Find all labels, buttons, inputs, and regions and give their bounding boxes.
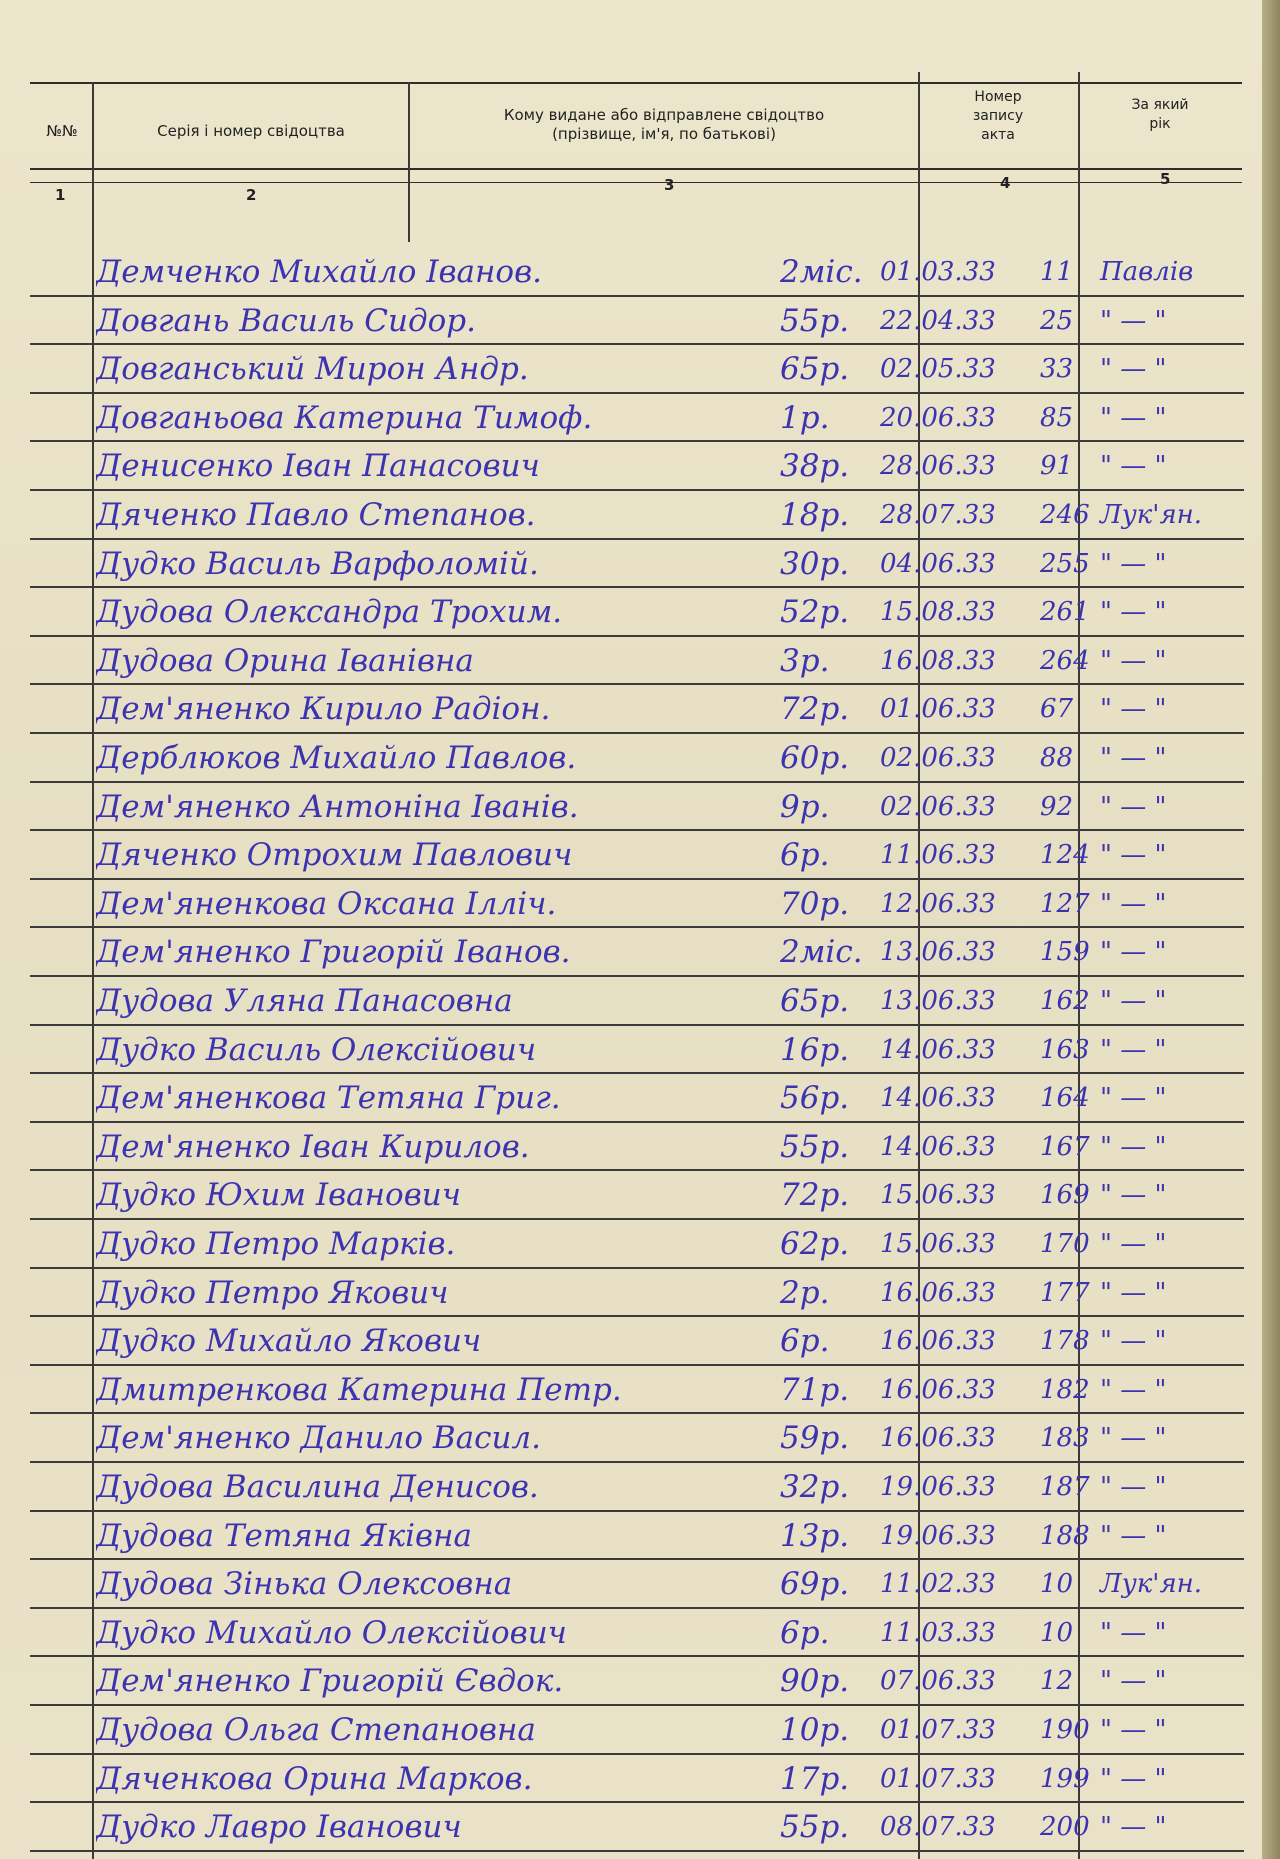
entry-year-place: " — " — [1100, 1618, 1167, 1648]
entry-date: 19.06.33 — [880, 1472, 996, 1502]
entry-year-place: " — " — [1100, 792, 1167, 822]
entry-act-number: 246 — [1040, 500, 1090, 530]
header-recipient — [412, 106, 916, 144]
entry-act-number: 162 — [1040, 986, 1090, 1016]
entry-year-place: " — " — [1100, 1326, 1167, 1356]
column-number-4: 4 — [1000, 174, 1011, 192]
row-rule — [30, 1169, 1244, 1171]
entry-year-place: Лук'ян. — [1100, 1569, 1203, 1599]
entry-age: 52р. — [780, 594, 850, 630]
row-rule — [30, 732, 1244, 734]
entry-date: 01.06.33 — [880, 694, 996, 724]
entry-date: 15.06.33 — [880, 1229, 996, 1259]
entry-name: Дяченко Отрохим Павлович — [96, 837, 573, 873]
header-year-line1: За який — [1131, 97, 1189, 113]
entry-year-place: Лук'ян. — [1100, 500, 1203, 530]
entry-date: 14.06.33 — [880, 1035, 996, 1065]
entry-name: Довганьова Катерина Тимоф. — [96, 400, 593, 436]
entry-date: 07.06.33 — [880, 1666, 996, 1696]
entry-name: Дудко Петро Марків. — [96, 1226, 456, 1262]
entry-date: 13.06.33 — [880, 986, 996, 1016]
entry-act-number: 10 — [1040, 1569, 1074, 1599]
row-rule — [30, 1753, 1244, 1755]
entry-age: 3р. — [780, 643, 830, 679]
entry-date: 16.06.33 — [880, 1375, 996, 1405]
entry-year-place: " — " — [1100, 840, 1167, 870]
entry-act-number: 199 — [1040, 1764, 1090, 1794]
entry-name: Дудко Василь Варфоломій. — [96, 546, 539, 582]
entry-name: Денисенко Іван Панасович — [96, 448, 540, 484]
entry-date: 01.03.33 — [880, 257, 996, 287]
header-bottom-rule — [30, 168, 1242, 170]
entry-age: 6р. — [780, 1323, 830, 1359]
entry-name: Дудова Тетяна Яківна — [96, 1518, 472, 1554]
row-rule — [30, 1267, 1244, 1269]
entry-age: 62р. — [780, 1226, 850, 1262]
entry-age: 70р. — [780, 886, 850, 922]
row-rule — [30, 586, 1244, 588]
row-rule — [30, 829, 1244, 831]
entry-act-number: 124 — [1040, 840, 1090, 870]
entry-act-number: 163 — [1040, 1035, 1090, 1065]
entry-name: Дудко Юхим Іванович — [96, 1177, 462, 1213]
entry-year-place: " — " — [1100, 597, 1167, 627]
entry-date: 22.04.33 — [880, 306, 996, 336]
entry-name: Дудко Лавро Іванович — [96, 1809, 462, 1845]
entry-date: 11.06.33 — [880, 840, 996, 870]
entry-year-place: " — " — [1100, 403, 1167, 433]
row-rule — [30, 1704, 1244, 1706]
row-rule — [30, 1364, 1244, 1366]
entry-date: 14.06.33 — [880, 1083, 996, 1113]
entry-year-place: " — " — [1100, 354, 1167, 384]
entry-year-place: " — " — [1100, 451, 1167, 481]
entry-name: Дудко Михайло Якович — [96, 1323, 482, 1359]
entry-age: 60р. — [780, 740, 850, 776]
entry-name: Довганський Мирон Андр. — [96, 351, 529, 387]
entry-act-number: 177 — [1040, 1278, 1090, 1308]
entry-name: Дудова Олександра Трохим. — [96, 594, 563, 630]
entry-date: 12.06.33 — [880, 889, 996, 919]
header-year — [1080, 96, 1240, 134]
entry-age: 55р. — [780, 1809, 850, 1845]
row-rule — [30, 1412, 1244, 1414]
entry-age: 1р. — [780, 400, 830, 436]
header-act-number — [920, 88, 1076, 145]
entry-year-place: " — " — [1100, 1229, 1167, 1259]
row-rule — [30, 1218, 1244, 1220]
row-rule — [30, 1510, 1244, 1512]
entry-date: 08.07.33 — [880, 1812, 996, 1842]
entry-date: 11.03.33 — [880, 1618, 996, 1648]
header-certificate-series: Серія і номер свідоцтва — [157, 122, 345, 140]
entry-year-place: " — " — [1100, 1666, 1167, 1696]
row-rule — [30, 781, 1244, 783]
entry-act-number: 183 — [1040, 1423, 1090, 1453]
entry-date: 16.08.33 — [880, 646, 996, 676]
entry-age: 13р. — [780, 1518, 850, 1554]
entry-act-number: 255 — [1040, 549, 1090, 579]
entry-name: Дудова Ольга Степановна — [96, 1712, 536, 1748]
entry-year-place: " — " — [1100, 937, 1167, 967]
row-rule — [30, 1655, 1244, 1657]
row-rule — [30, 538, 1244, 540]
entry-act-number: 261 — [1040, 597, 1090, 627]
entry-act-number: 25 — [1040, 306, 1074, 336]
entry-year-place: " — " — [1100, 1375, 1167, 1405]
entry-date: 16.06.33 — [880, 1423, 996, 1453]
entry-date: 15.08.33 — [880, 597, 996, 627]
entry-age: 17р. — [780, 1761, 850, 1797]
entry-date: 16.06.33 — [880, 1326, 996, 1356]
row-rule — [30, 392, 1244, 394]
entry-date: 01.07.33 — [880, 1715, 996, 1745]
column-divider-1 — [92, 82, 94, 1859]
entry-age: 55р. — [780, 1129, 850, 1165]
entry-year-place: " — " — [1100, 1764, 1167, 1794]
column-number-rule — [30, 182, 1242, 183]
entry-act-number: 67 — [1040, 694, 1074, 724]
header-act-line3: акта — [981, 127, 1015, 143]
row-rule — [30, 1801, 1244, 1803]
entry-year-place: " — " — [1100, 1521, 1167, 1551]
entry-name: Дудова Зінька Олексовна — [96, 1566, 513, 1602]
entry-name: Дем'яненко Іван Кирилов. — [96, 1129, 530, 1165]
entry-name: Дудко Петро Якович — [96, 1275, 449, 1311]
entry-name: Демченко Михайло Іванов. — [96, 254, 542, 290]
entry-name: Дмитренкова Катерина Петр. — [96, 1372, 622, 1408]
entry-age: 65р. — [780, 351, 850, 387]
entry-year-place: " — " — [1100, 986, 1167, 1016]
entry-age: 71р. — [780, 1372, 850, 1408]
entry-act-number: 170 — [1040, 1229, 1090, 1259]
entry-act-number: 167 — [1040, 1132, 1090, 1162]
entry-act-number: 200 — [1040, 1812, 1090, 1842]
entry-year-place: " — " — [1100, 1180, 1167, 1210]
entry-name: Дудко Василь Олексійович — [96, 1032, 537, 1068]
entry-year-place: " — " — [1100, 646, 1167, 676]
entry-age: 10р. — [780, 1712, 850, 1748]
entry-date: 14.06.33 — [880, 1132, 996, 1162]
entry-date: 19.06.33 — [880, 1521, 996, 1551]
entry-act-number: 11 — [1040, 257, 1074, 287]
entry-date: 02.06.33 — [880, 792, 996, 822]
entry-act-number: 33 — [1040, 354, 1074, 384]
header-recipient-line2: (прізвище, ім'я, по батькові) — [552, 125, 776, 143]
row-rule — [30, 1024, 1244, 1026]
entry-age: 90р. — [780, 1663, 850, 1699]
entry-act-number: 88 — [1040, 743, 1074, 773]
column-number-5: 5 — [1160, 170, 1171, 188]
header-act-line1: Номер — [974, 89, 1022, 105]
entry-age: 9р. — [780, 789, 830, 825]
entry-act-number: 182 — [1040, 1375, 1090, 1405]
entry-name: Дудова Уляна Панасовна — [96, 983, 513, 1019]
entry-age: 6р. — [780, 837, 830, 873]
entry-year-place: Павлів — [1100, 257, 1194, 287]
entry-date: 02.05.33 — [880, 354, 996, 384]
row-rule — [30, 1558, 1244, 1560]
entry-date: 04.06.33 — [880, 549, 996, 579]
entry-act-number: 264 — [1040, 646, 1090, 676]
row-rule — [30, 1072, 1244, 1074]
row-rule — [30, 440, 1244, 442]
entry-act-number: 91 — [1040, 451, 1074, 481]
entry-act-number: 159 — [1040, 937, 1090, 967]
row-rule — [30, 1121, 1244, 1123]
entry-act-number: 190 — [1040, 1715, 1090, 1745]
entry-name: Дем'яненкова Оксана Ілліч. — [96, 886, 557, 922]
row-rule — [30, 1607, 1244, 1609]
entry-age: 65р. — [780, 983, 850, 1019]
entry-age: 72р. — [780, 691, 850, 727]
header-year-line2: рік — [1149, 116, 1171, 132]
row-rule — [30, 878, 1244, 880]
row-rule — [30, 683, 1244, 685]
entry-date: 11.02.33 — [880, 1569, 996, 1599]
entry-age: 72р. — [780, 1177, 850, 1213]
entry-date: 01.07.33 — [880, 1764, 996, 1794]
entry-age: 69р. — [780, 1566, 850, 1602]
entry-age: 2міс. — [780, 254, 863, 290]
entry-age: 38р. — [780, 448, 850, 484]
row-rule — [30, 1315, 1244, 1317]
entry-act-number: 178 — [1040, 1326, 1090, 1356]
entry-year-place: " — " — [1100, 1472, 1167, 1502]
entry-act-number: 92 — [1040, 792, 1074, 822]
entry-name: Дем'яненкова Тетяна Григ. — [96, 1080, 561, 1116]
entry-age: 16р. — [780, 1032, 850, 1068]
row-rule — [30, 343, 1244, 345]
entry-age: 30р. — [780, 546, 850, 582]
entry-date: 20.06.33 — [880, 403, 996, 433]
row-rule — [30, 1850, 1244, 1852]
entry-act-number: 127 — [1040, 889, 1090, 919]
row-rule — [30, 295, 1244, 297]
entry-year-place: " — " — [1100, 1278, 1167, 1308]
entry-date: 16.06.33 — [880, 1278, 996, 1308]
entry-name: Дерблюков Михайло Павлов. — [96, 740, 577, 776]
entry-date: 15.06.33 — [880, 1180, 996, 1210]
entry-name: Дем'яненко Григорій Євдок. — [96, 1663, 564, 1699]
book-binding — [1262, 0, 1280, 1859]
entry-year-place: " — " — [1100, 306, 1167, 336]
entry-year-place: " — " — [1100, 1132, 1167, 1162]
entry-year-place: " — " — [1100, 889, 1167, 919]
entry-act-number: 187 — [1040, 1472, 1090, 1502]
entry-name: Дем'яненко Антоніна Іванів. — [96, 789, 579, 825]
entry-act-number: 12 — [1040, 1666, 1074, 1696]
entry-act-number: 169 — [1040, 1180, 1090, 1210]
entry-age: 2р. — [780, 1275, 830, 1311]
entry-name: Дудко Михайло Олексійович — [96, 1615, 567, 1651]
entry-date: 28.06.33 — [880, 451, 996, 481]
entry-age: 59р. — [780, 1420, 850, 1456]
entry-age: 18р. — [780, 497, 850, 533]
entry-year-place: " — " — [1100, 1715, 1167, 1745]
header-act-line2: запису — [972, 108, 1024, 124]
entry-year-place: " — " — [1100, 549, 1167, 579]
entry-name: Дем'яненко Данило Васил. — [96, 1420, 542, 1456]
entry-age: 2міс. — [780, 934, 863, 970]
entry-name: Дяченко Павло Степанов. — [96, 497, 536, 533]
header-recipient-line1: Кому видане або відправлене свідоцтво — [503, 106, 825, 124]
column-divider-2 — [408, 82, 410, 242]
entry-name: Дудова Василина Денисов. — [96, 1469, 539, 1505]
entry-name: Дяченкова Орина Марков. — [96, 1761, 533, 1797]
entry-act-number: 188 — [1040, 1521, 1090, 1551]
entry-date: 28.07.33 — [880, 500, 996, 530]
row-rule — [30, 975, 1244, 977]
entry-year-place: " — " — [1100, 743, 1167, 773]
entry-name: Дем'яненко Кирило Радіон. — [96, 691, 551, 727]
entry-name: Дем'яненко Григорій Іванов. — [96, 934, 571, 970]
entry-age: 6р. — [780, 1615, 830, 1651]
entry-act-number: 164 — [1040, 1083, 1090, 1113]
row-rule — [30, 635, 1244, 637]
entry-year-place: " — " — [1100, 1812, 1167, 1842]
row-rule — [30, 489, 1244, 491]
header-top-rule — [30, 82, 1242, 84]
row-rule — [30, 1461, 1244, 1463]
column-number-2: 2 — [246, 186, 257, 204]
entry-year-place: " — " — [1100, 1083, 1167, 1113]
entry-age: 56р. — [780, 1080, 850, 1116]
entry-age: 55р. — [780, 303, 850, 339]
entry-date: 02.06.33 — [880, 743, 996, 773]
header-number: №№ — [46, 122, 78, 140]
entry-date: 13.06.33 — [880, 937, 996, 967]
entry-name: Дудова Орина Іванівна — [96, 643, 474, 679]
column-number-1: 1 — [55, 186, 66, 204]
entry-age: 32р. — [780, 1469, 850, 1505]
entry-name: Довгань Василь Сидор. — [96, 303, 476, 339]
row-rule — [30, 926, 1244, 928]
entry-act-number: 85 — [1040, 403, 1074, 433]
column-number-3: 3 — [664, 176, 675, 194]
entry-year-place: " — " — [1100, 1423, 1167, 1453]
entry-year-place: " — " — [1100, 1035, 1167, 1065]
entry-act-number: 10 — [1040, 1618, 1074, 1648]
entry-year-place: " — " — [1100, 694, 1167, 724]
